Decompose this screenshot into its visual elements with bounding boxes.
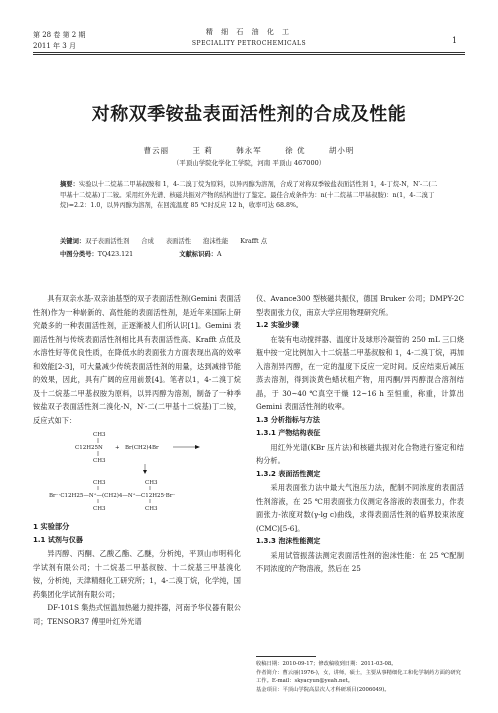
cls-label: 中图分类号：: [60, 251, 98, 258]
cls-value: TQ423.121: [97, 251, 134, 258]
abstract: [60, 180, 440, 212]
author-name: 韩永军: [236, 146, 262, 155]
author-bio: 作者简介：曹云丽(1976-)，女，讲师，硕士，主要从事精细化工和化学制药方面的研究工作。E-mail：skyacyun@yeah.net。: [256, 669, 461, 685]
subsection-heading: 1.2 实验步骤: [256, 321, 299, 329]
author-list: [0, 145, 498, 156]
abstract-label: 摘要：: [60, 181, 79, 188]
author-name: 曹云丽: [143, 146, 170, 155]
affiliation: （平顶山学院化学化工学院，河南 平顶山 467000）: [172, 159, 326, 167]
keyword: 泡沫性能: [203, 238, 229, 245]
subsection-heading: 1.3 分析指标与方法: [256, 415, 320, 424]
author-name: 胡小明: [328, 146, 355, 155]
formula-methyl: CH3: [145, 480, 158, 486]
formula-product: Br⁻·C12H25—N⁺—(CH2)4—N⁺—C12H25·Br⁻: [49, 493, 176, 499]
footnote-rule: [256, 656, 316, 657]
structure-paragraph: 用红外光谱(KBr 压片法)和核磁共振对化合物进行鉴定和结构分析。: [256, 442, 464, 465]
issue-date: 2011 年 3 月: [33, 42, 76, 50]
subsubsection-heading: 1.3.1 产物结构表征: [256, 429, 321, 437]
author-name: 徐 优: [285, 146, 306, 155]
instruments-paragraph: DF-101S 集热式恒温加热磁力搅拌器，河南予华仪器有限公司；TENSOR37 傅里叶红外光谱: [33, 603, 241, 626]
journal-name: [0, 27, 498, 49]
keywords-label: 关键词：: [60, 238, 86, 245]
foam-paragraph: 采用试管振荡法测定表面活性剂的泡沫性能：在 25 ℃配制不同浓度的产物溶液，然后在 25: [256, 550, 464, 573]
formula-methyl: CH3: [93, 432, 106, 438]
doc-code-value: A: [216, 251, 222, 258]
keyword: 表面活性: [165, 238, 192, 245]
procedure-paragraph: 在装有电动搅拌器、温度计及球形冷凝管的 250 mL 三口烧瓶中按一定比例加入十二烷基二甲基叔胺和 1，4-二溴丁烷，再加入溶剂异丙醇，在一定的温度下反应一定时间。反应结束后减压蒸去溶剂，得到淡黄色蜡状粗产物，用丙酮/异丙醇混合溶剂结晶，于 30~40 ℃真空干燥 12~16 h 至恒重，称重，计算出 Gemini 表面活性剂的收率。: [256, 334, 464, 411]
header-rule-thin: [33, 54, 465, 55]
page-number: 1: [452, 36, 458, 45]
surface-activity-paragraph: 采用表面张力法中最大气泡压力法，配制不同浓度的表面活性剂溶液，在 25 ℃用表面张力仪测定各溶液的表面张力，作表面张力-浓度对数(γ-lg c)曲线，求得表面活性剂的临界胶束浓度(CMC)[5-6]。: [256, 483, 464, 533]
received-date: 收稿日期：2010-09-17；修改稿收到日期：2011-03-08。: [256, 661, 397, 667]
keyword: 双子表面活性剂: [85, 238, 130, 245]
paper-title: 对称双季铵盐表面活性剂的合成及性能: [91, 104, 407, 125]
journal-name-cn: 精 细 石 油 化 工: [205, 28, 293, 36]
subsubsection-heading: 1.3.3 泡沫性能测定: [256, 537, 321, 545]
footnote: [256, 660, 464, 694]
subsection-heading: 1.1 试剂与仪器: [33, 535, 83, 544]
intro-paragraph: 具有双亲水基-双亲油基型的双子表面活性剂(Gemini 表面活性剂)作为一种崭新的、高性能的表面活性剂，是近年来国际上研究最多的一种表面活性剂，正逐渐被人们所认识[1]。Gemini 表面活性剂与传统表面活性剂相比具有表面活性高、Krafft 点低及水溶性好等优良性质，在降低水的表面张力方面表现出高的效率和效能[2-3]，可大量减少传统表面活性剂的用量，达到减排节能的效果，因此，具有广阔的应用前景[4]。笔者以1，4-二溴丁烷及十二烷基二甲基叔胺为原料，以异丙醇为溶剂，制备了一种季铵盐双子表面活性剂二溴化-N，N′-二(二甲基十二烷基)丁二铵，反应式如下：: [33, 294, 241, 425]
right-column: [256, 292, 464, 576]
reagents-paragraph: 异丙醇、丙酮、乙酸乙酯、乙醚，分析纯，平顶山市明科化学试剂有限公司；十二烷基二甲基叔胺、十二烷基三甲基溴化铵，分析纯，天津精细化工研究所；1，4-二溴丁烷，化学纯，国药集团化学试剂有限公司；: [33, 549, 241, 599]
journal-name-en: SPECIALITY PETROCHEMICALS: [191, 40, 307, 47]
left-column: [33, 292, 241, 427]
section-heading: 1 实验部分: [33, 522, 70, 531]
header-rule: [33, 52, 465, 53]
author-name: 王 莉: [192, 146, 213, 155]
formula-plus: +: [115, 445, 120, 451]
keywords: [60, 236, 279, 245]
classification-line: [60, 249, 266, 258]
keyword: Krafft 点: [240, 238, 268, 245]
volume-issue: 第 28 卷 第 2 期: [33, 31, 86, 39]
instruments-continued: 仪、Avance300 型核磁共振仪，德国 Bruker 公司；DMPY-2C 型表面张力仪，南京大学应用物理研究所。: [256, 294, 464, 317]
abstract-text: 实验以十二烷基二甲基叔胺和 1，4-二溴丁烷为原料，以异丙醇为溶剂，合成了对称双季铵盐表面活性剂 1，4-丁烷-N，N′-二(二甲基十二烷基)丁二铵。采用红外光谱、核磁共振对产物的结构进行了鉴定。最佳合成条件为：n(十二烷基二甲基叔胺)：n(1，4-二溴丁烷)=2.2：1.0，以异丙醇为溶剂，在回流温度 85 ℃时反应 12 h，收率可达 68.8%。: [60, 181, 438, 209]
doc-code-label: 文献标识码：: [179, 251, 217, 258]
funding: 基金项目：平顶山学院高层次人才科研项目(2006049)。: [256, 686, 390, 693]
formula-reactant2: Br(CH2)4Br: [125, 445, 159, 451]
formula-reactant1: C12H25N: [75, 445, 103, 451]
formula-methyl: CH3: [93, 506, 106, 512]
subsubsection-heading: 1.3.2 表面活性测定: [256, 469, 321, 478]
formula-methyl: CH3: [93, 480, 106, 486]
formula-methyl: CH3: [145, 506, 158, 512]
formula-methyl: CH3: [93, 458, 106, 464]
reaction-formula: [45, 428, 235, 513]
left-column-lower: [33, 520, 241, 628]
keyword: 合成: [141, 238, 154, 245]
